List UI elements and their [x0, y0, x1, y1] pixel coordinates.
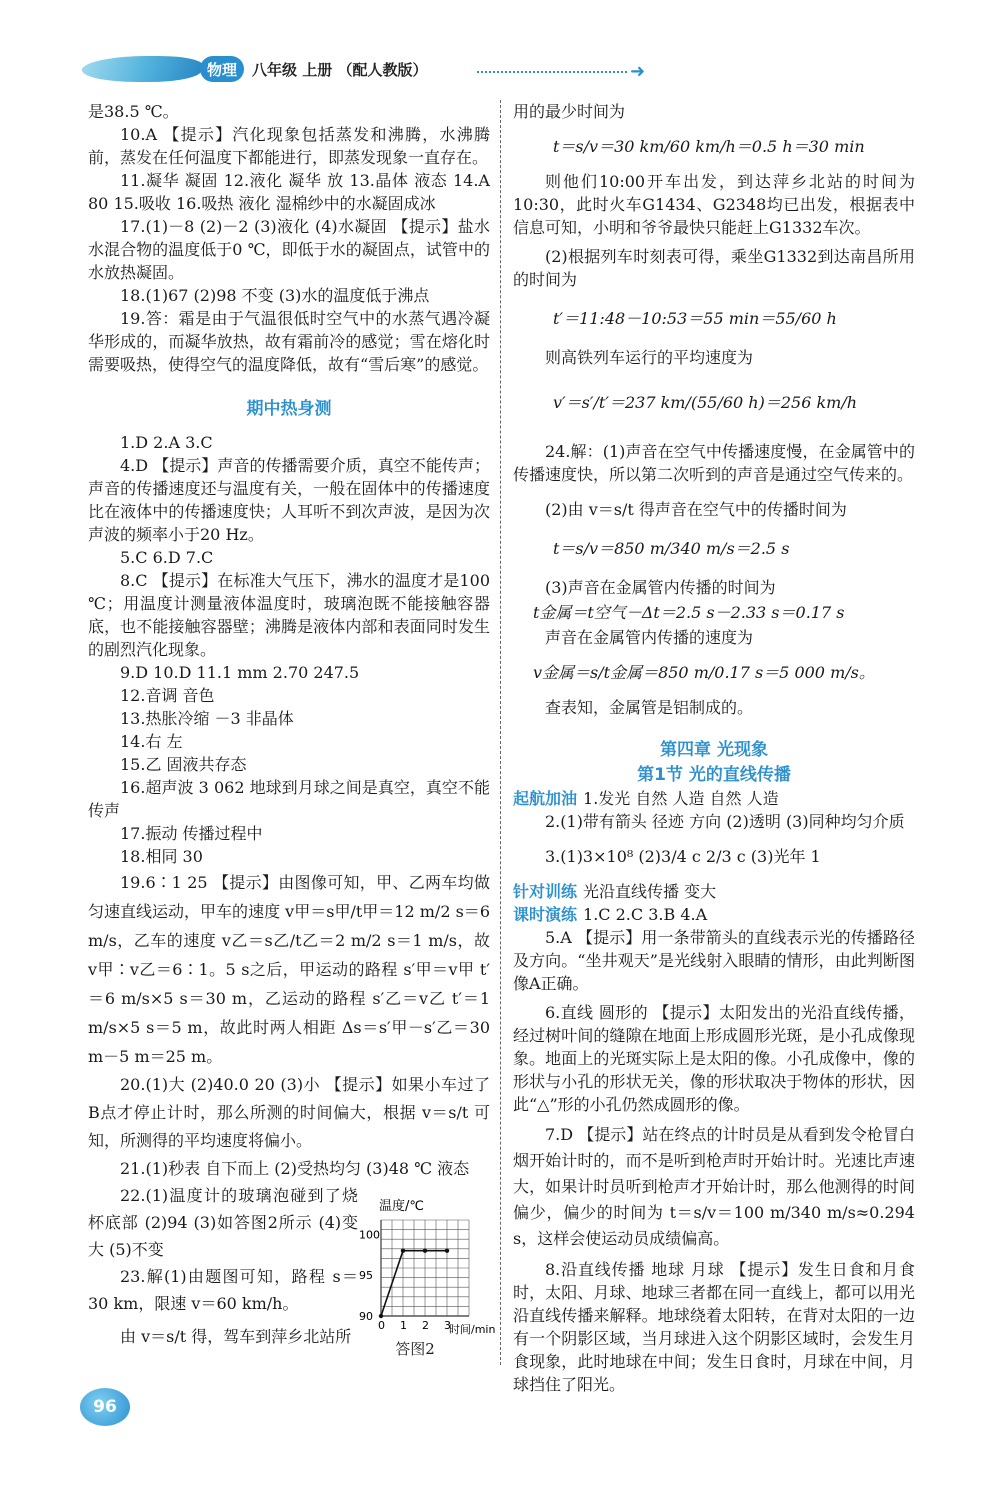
answer-line: 16.超声波 3 062 地球到月球之间是真空，真空不能传声	[88, 778, 490, 820]
answer-line: 10.A 【提示】汽化现象包括蒸发和沸腾，水沸腾前，蒸发在任何温度下都能进行，即蒸发现象一直存在。	[88, 125, 490, 167]
answer-line: 由 v＝s/t 得，驾车到萍乡北站所	[120, 1327, 352, 1346]
answer-line: 24.解：(1)声音在空气中传播速度慢，在金属管中的传播速度快，所以第二次听到的声音是通过空气传来的。	[513, 442, 915, 484]
answer-line: 6.直线 圆形的 【提示】太阳发出的光沿直线传播，经过树叶间的缝隙在地面上形成圆形光斑，是小孔成像现象。地面上的光斑实际上是太阳的像。小孔成像中，像的形状与小孔的形状无关，像的形状取决于物体的形状，因此“△”形的小孔仍然成圆形的像。	[513, 1003, 915, 1114]
page-number: 96	[80, 1388, 130, 1426]
label-keshi: 课时演练	[513, 905, 578, 924]
header-dotted-line	[477, 71, 627, 73]
answer-text: 光沿直线传播 变大	[583, 882, 717, 901]
answer-line: 用的最少时间为	[513, 102, 626, 121]
formula: t＝s/v＝30 km/60 km/h＝0.5 h＝30 min	[553, 137, 865, 156]
data-point	[445, 1249, 449, 1253]
x-tick-label: 3	[444, 1319, 451, 1332]
formula: t＝s/v＝850 m/340 m/s＝2.5 s	[553, 539, 790, 558]
answer-line: 18.相同 30	[120, 847, 203, 866]
arrow-right-icon: ➜	[630, 61, 646, 82]
answer-line: 21.(1)秒表 自下而上 (2)受热均匀 (3)48 ℃ 液态	[120, 1159, 470, 1178]
answer-line: 是38.5 ℃。	[88, 102, 179, 121]
answer-line: 22.(1)温度计的玻璃泡碰到了烧杯底部 (2)94 (3)如答图2所示 (4)变大 (5)不变	[88, 1186, 358, 1259]
answer-text: 1.C 2.C 3.B 4.A	[583, 905, 708, 924]
section-title-midterm: 期中热身测	[246, 399, 332, 419]
answer-line	[513, 880, 915, 903]
formula: v金属＝s/t金属＝850 m/0.17 s＝5 000 m/s。	[533, 663, 875, 682]
data-point	[401, 1249, 405, 1253]
answer-line: 13.热胀冷缩 －3 非晶体	[120, 709, 294, 728]
answer-line: 20.(1)大 (2)40.0 20 (3)小 【提示】如果小车过了B点才停止计时，那么所测的时间偏大，根据 v＝s/t 可知，所测得的平均速度将偏小。	[88, 1075, 490, 1150]
answer-line: 17.(1)－8 (2)－2 (3)液化 (4)水凝固 【提示】盐水水混合物的温度低于0 ℃，即低于水的凝固点，试管中的水放热凝固。	[88, 217, 490, 282]
answer-line: 23.解(1)由题图可知，路程 s＝30 km，限速 v＝60 km/h。	[88, 1267, 358, 1313]
right-column	[513, 100, 915, 1396]
y-tick-label: 95	[359, 1269, 373, 1283]
temperature-chart	[355, 1199, 496, 1336]
answer-line: 声音在金属管内传播的速度为	[545, 628, 754, 647]
data-point	[379, 1314, 383, 1318]
subject-badge: 物理	[200, 56, 244, 82]
x-tick-label: 2	[422, 1319, 429, 1332]
left-column	[88, 100, 490, 1348]
column-divider	[500, 100, 501, 1365]
x-tick-label: 0	[378, 1319, 385, 1332]
y-axis-label: 温度/℃	[379, 1199, 424, 1214]
answer-line: 17.振动 传播过程中	[120, 824, 263, 843]
answer-line: 则他们10:00开车出发，到达萍乡北站的时间为10:30，此时火车G1434、G2348均已出发，根据表中信息可知，小明和爷爷最快只能赶上G1332车次。	[513, 172, 915, 237]
data-point	[423, 1249, 427, 1253]
section-title: 第1节 光的直线传播	[637, 765, 791, 785]
figure-caption: 答图2	[395, 1340, 435, 1358]
answer-line: 3.(1)3×10⁸ (2)3/4 c 2/3 c (3)光年 1	[545, 847, 821, 866]
answer-line: 12.音调 音色	[120, 686, 215, 705]
answer-line: 8.C 【提示】在标准大气压下，沸水的温度才是100 ℃；用温度计测量液体温度时，玻璃泡既不能接触容器底，也不能接触容器壁；沸腾是液体内部和表面同时发生的剧烈汽化现象。	[88, 571, 490, 659]
temperature-time-figure	[355, 1199, 496, 1360]
answer-line: (3)声音在金属管内传播的时间为	[545, 578, 776, 597]
label-zhendui: 针对训练	[513, 882, 578, 901]
answer-line: 8.沿直线传播 地球 月球 【提示】发生日食和月食时，太阳、月球、地球三者都在同一直线上，都可以用光沿直线传播来解释。地球绕着太阳转，在背对太阳的一边有一个阴影区域，当月球进入这个阴影区域时，会发生月食现象，此时地球在中间；发生日食时，月球在中间，月球挡住了阳光。	[513, 1260, 915, 1394]
formula: t金属＝t空气－Δt＝2.5 s－2.33 s＝0.17 s	[533, 603, 845, 622]
formula: v′＝s′/t′＝237 km/(55/60 h)＝256 km/h	[553, 393, 858, 412]
label-qihang: 起航加油	[513, 789, 578, 808]
formula: t′＝11:48－10:53＝55 min＝55/60 h	[553, 309, 837, 328]
header-title: 八年级 上册 （配人教版）	[252, 61, 428, 79]
answer-line: (2)由 v＝s/t 得声音在空气中的传播时间为	[545, 500, 847, 519]
answer-line: 19.6∶1 25 【提示】由图像可知，甲、乙两车均做匀速直线运动，甲车的速度 v甲＝s甲/t甲＝12 m/2 s＝6 m/s，乙车的速度 v乙＝s乙/t乙＝2 m/2 s＝1 m/s，故 v甲∶v乙＝6∶1。5 s之后，甲运动的路程 s′甲＝v甲 t′＝6 m/s×5 s＝30 m，乙运动的路程 s′乙＝v乙 t′＝1 m/s×5 s＝5 m，故此时两人相距 Δs＝s′甲－s′乙＝30 m－5 m＝25 m。	[88, 873, 490, 1066]
answer-line: 4.D 【提示】声音的传播需要介质，真空不能传声；声音的传播速度还与温度有关，一般在固体中的传播速度比在液体中的传播速度快；人耳听不到次声波，是因为次声波的频率小于20 Hz。	[88, 456, 490, 544]
answer-line: 9.D 10.D 11.1 mm 2.70 247.5	[120, 663, 360, 682]
answer-line: 11.凝华 凝固 12.液化 凝华 放 13.晶体 液态 14.A 80 15.吸收 16.吸热 液化 湿棉纱中的水凝固成冰	[88, 171, 490, 213]
chapter-title: 第四章 光现象	[660, 740, 768, 760]
answer-line	[513, 903, 915, 926]
answer-line: 15.乙 固液共存态	[120, 755, 247, 774]
answer-line: 7.D 【提示】站在终点的计时员是从看到发令枪冒白烟开始计时的，而不是听到枪声时开始计时。光速比声速大，如果计时员听到枪声才开始计时，那么他测得的时间偏少，偏少的时间为 t＝s/v＝100 m/340 m/s≈0.294 s，这样会使运动员成绩偏高。	[513, 1125, 915, 1248]
answer-line: 2.(1)带有箭头 径迹 方向 (2)透明 (3)同种均匀介质	[545, 812, 905, 831]
y-tick-label: 100	[359, 1228, 380, 1242]
answer-line: 19.答：霜是由于气温很低时空气中的水蒸气遇冷凝华形成的，而凝华放热，故有霜前冷的感觉；雪在熔化时需要吸热，使得空气的温度降低，故有“雪后寒”的感觉。	[88, 309, 490, 374]
answer-line: (2)根据列车时刻表可得，乘坐G1332到达南昌所用的时间为	[513, 247, 915, 289]
answer-text: 1.发光 自然 人造 自然 人造	[583, 789, 779, 808]
y-tick-label: 90	[359, 1310, 373, 1323]
x-axis-label: 时间/min	[449, 1323, 496, 1336]
answer-line: 则高铁列车运行的平均速度为	[545, 348, 754, 367]
answer-line: 查表知，金属管是铝制成的。	[545, 698, 754, 717]
header-swoosh-decoration	[77, 56, 206, 82]
x-tick-label: 1	[400, 1319, 407, 1332]
answer-line: 14.右 左	[120, 732, 183, 751]
answer-line: 1.D 2.A 3.C	[120, 433, 213, 452]
answer-line: 18.(1)67 (2)98 不变 (3)水的温度低于沸点	[120, 286, 430, 305]
page-header	[82, 48, 652, 88]
answer-line: 5.C 6.D 7.C	[120, 548, 214, 567]
answer-line: 5.A 【提示】用一条带箭头的直线表示光的传播路径及方向。“坐井观天”是光线射入眼睛的情形，由此判断图像A正确。	[513, 928, 915, 993]
answer-line	[513, 787, 915, 810]
